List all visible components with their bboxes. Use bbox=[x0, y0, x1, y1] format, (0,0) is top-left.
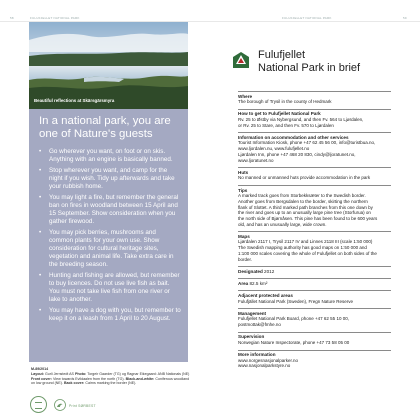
credits-text: Cairns marking the border (NE). bbox=[85, 381, 137, 386]
print-logos bbox=[30, 396, 170, 416]
eco-label-icon bbox=[30, 396, 47, 413]
page-number-right: 59 bbox=[403, 16, 407, 20]
running-title-right: FULUFJELLET NATIONAL PARK bbox=[282, 16, 332, 20]
guests-rules-box bbox=[29, 109, 188, 362]
fact-label: Area bbox=[238, 280, 249, 286]
fact-value: A marked track goes from Storbekksæter to the Swedish border. Another goes from Bergsdalen to the border, skirting the northern flank of Slottet. A third marked path branches from this one down by the river and goes up to an unusually large pine tree (Storfurua) on the north side of Bjørnåsen. This pine has been found to be 600 years old, and has an unusually large, wide crown. bbox=[238, 193, 378, 227]
running-title-left: FULUFJELLET NATIONAL PARK bbox=[30, 16, 80, 20]
credits-text: Coniferous woodland bbox=[155, 376, 190, 381]
fact-management bbox=[238, 308, 391, 328]
fact-adjacent bbox=[238, 290, 391, 304]
fact-where bbox=[238, 91, 391, 105]
running-header bbox=[0, 0, 420, 22]
rules-list bbox=[39, 148, 182, 323]
rule-item: • You may pick berries, mushrooms and common plants for your own use. Show consideration for cultural heritage sites, vegetation and animal life. Take extra care in the breeding season. bbox=[39, 229, 182, 269]
fact-value: 82.5 km² bbox=[249, 280, 268, 286]
fact-label: Huts bbox=[238, 169, 249, 175]
swan-icon bbox=[54, 399, 66, 411]
fact-label: How to get to Fulufjellet National Park bbox=[238, 111, 321, 117]
rule-item: • You may light a fire, but remember the general ban on fires in woodland between 15 April and 15 September. Show consideration when you gather firewood. bbox=[39, 194, 182, 226]
credits-block bbox=[31, 367, 196, 386]
rule-item: • Hunting and fishing are allowed, but remember to buy licences. Do not use live fish as bait. You must not take live fish from one river or lake to another. bbox=[39, 272, 182, 304]
fact-area bbox=[238, 278, 391, 286]
fact-maps bbox=[238, 231, 391, 262]
fact-value: Ljørdalen 2117 I, Trysil 2117 IV and Linnes 2118 III (scale 1:50 000) The Swedish mapping authority has good maps on 1:50 000 and 1:100 000 scales covering the whole of Fulufjellet on both sides of the border. bbox=[238, 239, 377, 262]
fact-value: Tourist Information Kiosk, phone +47 62 45 56 00, info@turistbua.no, www.ljordalen.nu, www.fulufjellet.no Ljørdalen Inn, phone +47 468 20 830, cindy@ljoratunet.no, www.ljoratunet.no bbox=[238, 140, 376, 163]
guests-heading bbox=[39, 115, 182, 141]
rule-item: • You may have a dog with you, but remember to keep it on a leash from 1 April to 20 August. bbox=[39, 307, 182, 323]
fact-more-info bbox=[238, 350, 391, 370]
fact-label: Management bbox=[238, 310, 267, 316]
credits-text: View towards Evildaalen from the north (TG). bbox=[52, 376, 125, 381]
page-number-left: 58 bbox=[10, 16, 14, 20]
fact-label: Designated bbox=[238, 268, 263, 274]
national-park-emblem-icon bbox=[232, 51, 250, 69]
rule-item: • Stop wherever you want, and camp for the night if you wish. Tidy up afterwards and take your rubbish home. bbox=[39, 167, 182, 191]
landscape-photo-image bbox=[29, 22, 188, 109]
print-label: Print SØRBEST bbox=[69, 404, 96, 408]
photo-caption: Beautiful reflections at Skärsgärsmyra bbox=[34, 98, 115, 103]
fact-tips bbox=[238, 185, 391, 227]
fact-value: Rv. 25 to Østby via Nybergsund, and then Fv. 564 to Ljørdalen, or Rv. 25 to Stare, and then Fv. 570 to Ljørdalen bbox=[238, 116, 364, 128]
fact-value: Fulufjället National Park (Sweden), Fregn Nature Reserve bbox=[238, 298, 354, 304]
fact-label: Information on accommodation and other services bbox=[238, 134, 349, 140]
facts-list bbox=[238, 91, 391, 373]
fact-value: No manned or unmanned huts provide accommodation in the park bbox=[238, 175, 371, 181]
credits-text: Gurli Jernstedt AS bbox=[44, 371, 74, 376]
fact-label: More information bbox=[238, 352, 276, 357]
credits-label: Front cover: bbox=[31, 376, 52, 381]
credits-label: Photo: bbox=[74, 371, 87, 376]
page-title bbox=[258, 49, 360, 75]
landscape-photo bbox=[29, 22, 188, 109]
credits-label: Back cover: bbox=[63, 381, 85, 386]
fact-value: www.norgesnasjonalparker.no www.nasjonalparkstyre.no bbox=[238, 357, 299, 369]
credits-label: Layout: bbox=[31, 371, 44, 376]
fact-value: The borough of Trysil in the county of Hedmark bbox=[238, 99, 332, 105]
credits-code: M-89/2014 bbox=[31, 367, 49, 371]
fact-value: 2012 bbox=[264, 268, 275, 274]
fact-value: Fulufjellet National Park Board, phone +47 62 55 10 00, postmottak@fmhe.no bbox=[238, 316, 349, 327]
fact-label: Maps bbox=[238, 233, 250, 239]
fact-label: Supervision bbox=[238, 334, 265, 340]
credits-text: on low ground (NE). bbox=[31, 381, 63, 386]
credits-text: Torgeir Gaarder (TG) og Ragnar Eikegaard: ANB Nationals (NE) bbox=[87, 371, 190, 376]
fact-accommodation bbox=[238, 132, 391, 163]
title-line: National Park in brief bbox=[258, 62, 361, 74]
fact-huts bbox=[238, 167, 391, 181]
fact-value: Norwegian Nature Inspectorate, phone +47 73 58 05 00 bbox=[238, 339, 350, 345]
fact-supervision bbox=[238, 332, 391, 346]
guests-heading-line: In a national park, you are bbox=[39, 115, 171, 127]
fact-label: Adjacent protected areas bbox=[238, 292, 293, 298]
fact-designated bbox=[238, 266, 391, 274]
rule-item: • Go wherever you want, on foot or on skis. Anything with an engine is basically banned. bbox=[39, 148, 182, 164]
title-line: Fulufjellet bbox=[258, 49, 306, 61]
guests-heading-line: one of Nature's guests bbox=[39, 128, 153, 140]
credits-label: Black-and-white: bbox=[125, 376, 155, 381]
fact-label: Tips bbox=[238, 187, 248, 193]
fact-directions bbox=[238, 109, 391, 129]
fact-label: Where bbox=[238, 93, 253, 99]
